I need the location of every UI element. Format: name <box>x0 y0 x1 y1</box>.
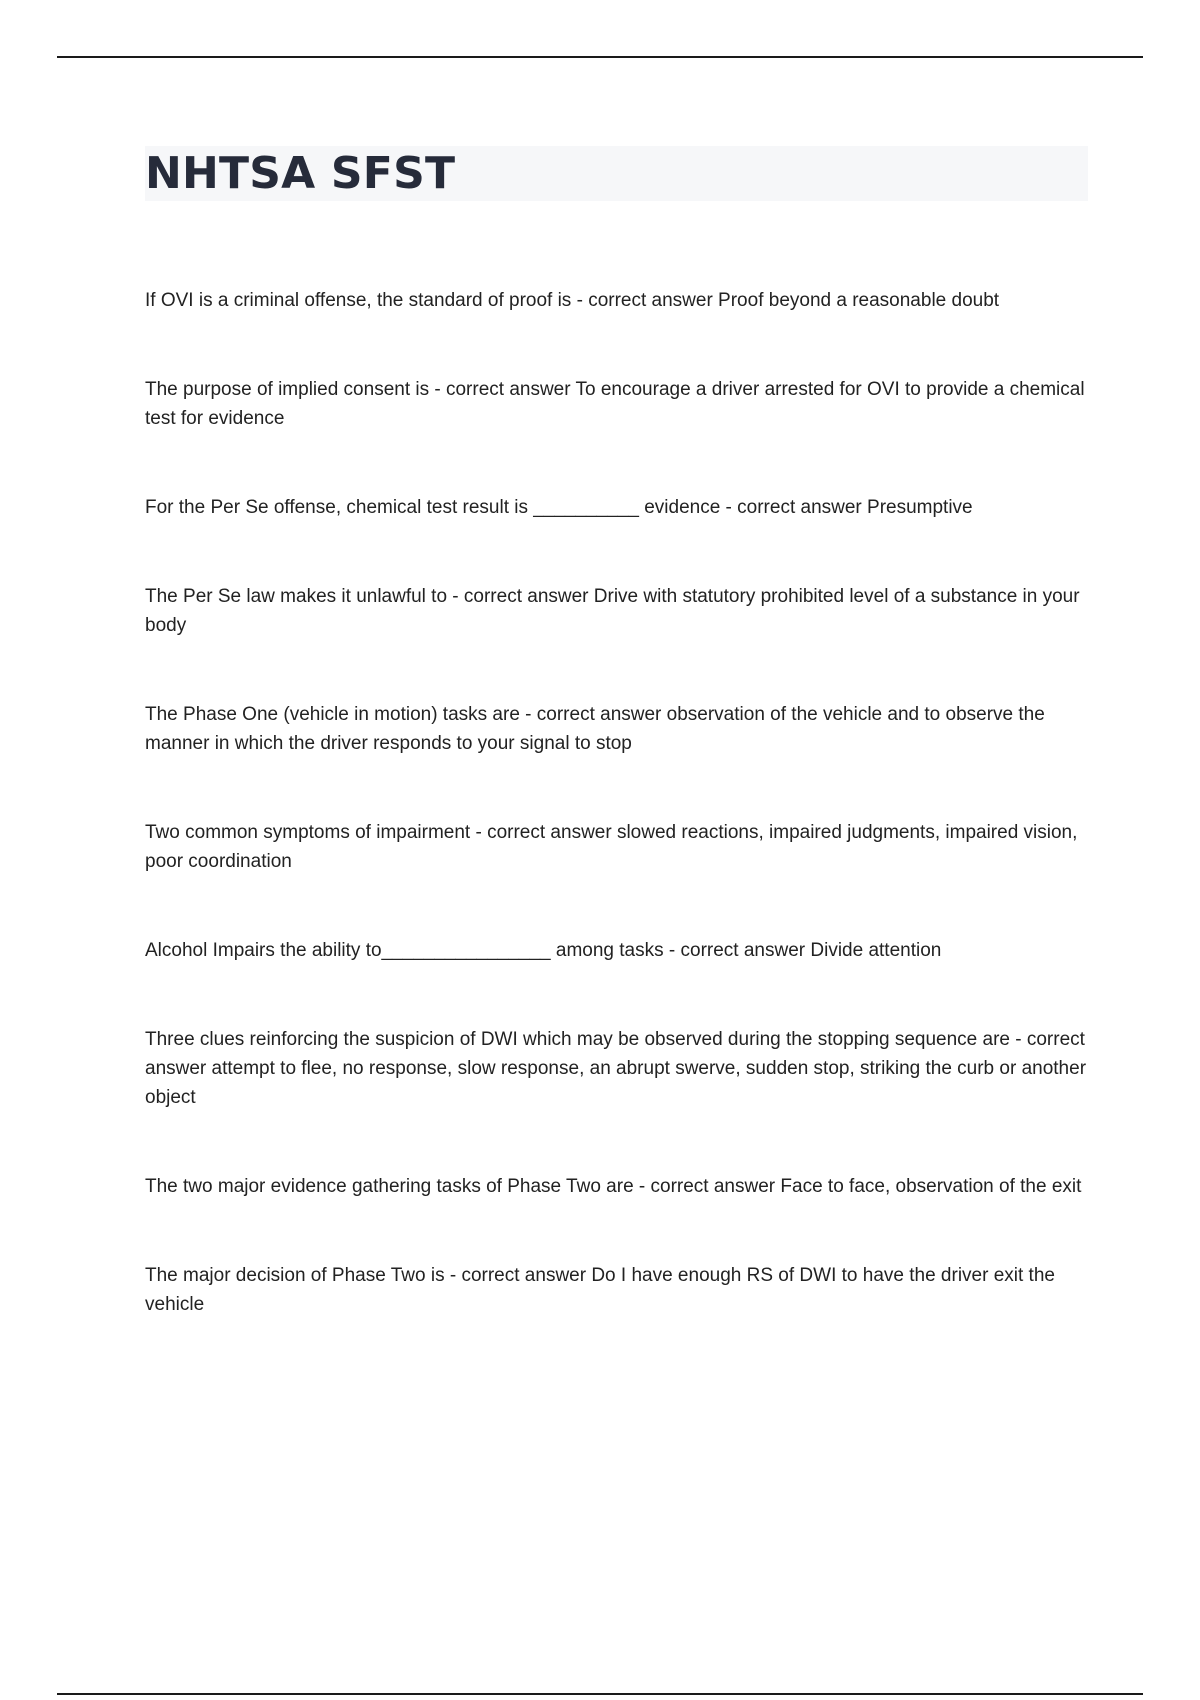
footer-rule <box>57 1693 1143 1695</box>
qa-item: For the Per Se offense, chemical test result is __________ evidence - correct answer Presumptive <box>145 497 973 518</box>
qa-item: Three clues reinforcing the suspicion of DWI which may be observed during the stopping sequence are - correct answer attempt to flee, no response, slow response, an abrupt swerve, sudden stop, striking the curb or another object <box>145 1029 1087 1108</box>
qa-item: The Per Se law makes it unlawful to - correct answer Drive with statutory prohibited level of a substance in your body <box>145 586 1080 636</box>
qa-item: The major decision of Phase Two is - correct answer Do I have enough RS of DWI to have the driver exit the vehicle <box>145 1265 1055 1315</box>
qa-item: The Phase One (vehicle in motion) tasks are - correct answer observation of the vehicle and to observe the manner in which the driver responds to your signal to stop <box>145 704 1045 754</box>
qa-list <box>145 286 1088 1379</box>
qa-item: Two common symptoms of impairment - correct answer slowed reactions, impaired judgments, impaired vision, poor coordination <box>145 822 1078 872</box>
page-title: NHTSA SFST <box>145 148 456 199</box>
qa-item: Alcohol Impairs the ability to________________ among tasks - correct answer Divide attention <box>145 940 942 961</box>
qa-item: The purpose of implied consent is - correct answer To encourage a driver arrested for OVI to provide a chemical test for evidence <box>145 379 1085 429</box>
header-rule <box>57 56 1143 58</box>
qa-item: The two major evidence gathering tasks of Phase Two are - correct answer Face to face, observation of the exit <box>145 1176 1082 1197</box>
qa-item: If OVI is a criminal offense, the standard of proof is - correct answer Proof beyond a reasonable doubt <box>145 290 1000 311</box>
